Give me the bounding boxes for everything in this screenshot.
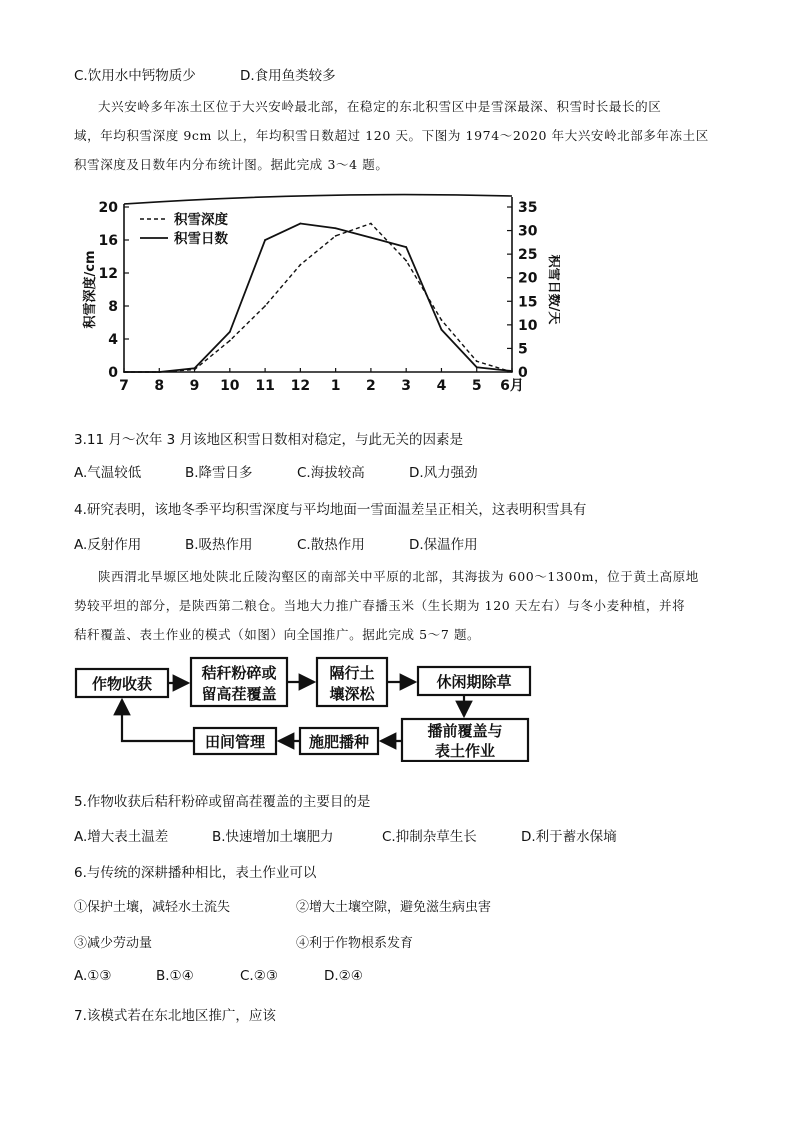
farming-flow-diagram [74,652,534,766]
legend-label: 积雪日数 [174,231,228,247]
data-point [405,246,407,248]
q3-option-c[interactable]: C.海拔较高 [297,465,365,481]
q5-option-d[interactable]: D.利于蓄水保墒 [521,829,617,845]
flow-sow-label: 施肥播种 [308,733,370,751]
data-point [335,227,337,229]
passage2-line-3: 秸秆覆盖、表土作业的模式（如图）向全国推广。据此完成 5～7 题。 [74,627,481,642]
q7-stem: 7.该模式若在东北地区推广，应该 [74,1008,276,1024]
data-point [441,319,443,321]
left-tick-label: 16 [98,233,118,249]
data-point [299,264,301,266]
data-point [476,366,478,368]
top-frame-line [124,195,512,204]
passage1-line-2: 域，年均积雪深度 9cm 以上，年均积雪日数超过 120 天。下图为 1974～2020 年大兴安岭北部多年冻土区 [74,128,709,143]
right-tick-label: 5 [518,341,528,358]
q3-stem: 3.11 月～次年 3 月该地区积雪日数相对稳定，与此无关的因素是 [74,432,464,448]
x-tick-label: 5 [471,378,482,394]
data-point [511,370,513,372]
right-tick-label: 25 [518,247,538,264]
right-tick-label: 0 [518,365,528,381]
left-tick-label: 8 [108,299,118,315]
snow-chart [80,185,560,411]
left-tick-label: 12 [98,266,118,282]
snow-chart-svg [80,185,560,407]
x-tick-label: 3 [401,378,412,394]
q4-option-b[interactable]: B.吸热作用 [185,537,253,553]
q6-item-3: ③减少劳动量 [74,936,153,951]
x-tick-label: 10 [220,378,240,394]
flow-loosen-label-1: 隔行土 [329,664,375,682]
x-tick-label: 4 [436,378,447,394]
left-tick-label: 4 [108,332,118,348]
x-tick-label: 11 [255,378,275,394]
option-d-prev: D.食用鱼类较多 [240,68,336,84]
right-tick-label: 10 [518,317,538,334]
q6-item-2: ②增大土壤空隙，避免滋生病虫害 [296,900,492,915]
q6-item-1: ①保护土壤，减轻水土流失 [74,900,231,915]
right-tick-label: 35 [518,200,538,216]
flow-cover-label-1: 播前覆盖与 [427,722,503,740]
q5-stem: 5.作物收获后秸秆粉碎或留高茬覆盖的主要目的是 [74,794,371,810]
flow-straw-label-2: 留高茬覆盖 [201,685,277,703]
x-tick-label: 8 [154,378,165,394]
option-c-prev: C.饮用水中钙物质少 [74,68,196,84]
x-tick-label: 9 [189,378,200,394]
flow-harvest-label: 作物收获 [91,675,153,693]
flow-straw-label-1: 秸秆粉碎或 [201,664,277,682]
flow-field-label: 田间管理 [204,733,266,751]
q6-stem: 6.与传统的深耕播种相比，表土作业可以 [74,865,317,881]
data-point [370,223,372,225]
q5-option-c[interactable]: C.抑制杂草生长 [382,829,477,845]
q4-option-d[interactable]: D.保温作用 [409,537,478,553]
data-point [229,331,231,333]
data-point [123,371,125,373]
data-point [194,367,196,369]
data-point [264,305,266,307]
q3-option-a[interactable]: A.气温较低 [74,465,142,481]
x-tick-label: 12 [290,378,311,394]
q6-option-b[interactable]: B.①④ [156,968,194,984]
right-axis-title: 积雪日数/天 [546,254,560,325]
left-tick-label: 0 [108,365,118,381]
q4-option-a[interactable]: A.反射作用 [74,537,142,553]
data-point [476,360,478,362]
passage1-line-3: 积雪深度及日数年内分布统计图。据此完成 3～4 题。 [74,157,389,172]
x-tick-label: 2 [366,378,376,394]
x-tick-label: 6月 [500,378,524,394]
legend-label: 积雪深度 [174,212,228,228]
data-point [370,237,372,239]
left-axis-title: 积雪深度/cm [83,250,98,329]
data-point [229,340,231,342]
data-point [158,371,160,373]
flow-svg [74,652,534,762]
data-point [299,223,301,225]
x-tick-label: 7 [119,378,129,394]
data-point [441,329,443,331]
passage2-line-1: 陕西渭北旱塬区地处陕北丘陵沟壑区的南部关中平原的北部，其海拔为 600～1300m，位于黄土高原地 [98,569,699,584]
q4-option-c[interactable]: C.散热作用 [297,537,365,553]
passage2-line-2: 势较平坦的部分，是陕西第二粮仓。当地大力推广春播玉米（生长期为 120 天左右）与冬小麦种植，并将 [74,598,686,613]
right-tick-label: 15 [518,294,538,311]
data-point [335,235,337,237]
right-tick-label: 30 [518,223,538,240]
q6-item-4: ④利于作物根系发育 [296,936,414,951]
data-point [264,239,266,241]
q5-option-a[interactable]: A.增大表土温差 [74,829,169,845]
flow-weed-label: 休闲期除草 [436,673,512,691]
flow-loosen-label-2: 壤深松 [329,685,375,703]
q5-option-b[interactable]: B.快速增加土壤肥力 [212,829,334,845]
flow-cover-label-2: 表土作业 [434,742,496,760]
passage1-line-1: 大兴安岭多年冻土区位于大兴安岭最北部，在稳定的东北积雪区中是雪深最深、积雪时长最长的区 [98,99,662,114]
data-point [405,260,407,262]
right-tick-label: 20 [518,270,538,287]
q3-option-b[interactable]: B.降雪日多 [185,465,253,481]
q6-option-a[interactable]: A.①③ [74,968,112,984]
x-tick-label: 1 [330,378,341,394]
q6-option-c[interactable]: C.②③ [240,968,278,984]
left-tick-label: 20 [98,200,118,216]
q4-stem: 4.研究表明，该地冬季平均积雪深度与平均地面一雪面温差呈正相关，这表明积雪具有 [74,502,587,518]
q3-option-d[interactable]: D.风力强劲 [409,465,478,481]
q6-option-d[interactable]: D.②④ [324,968,363,984]
